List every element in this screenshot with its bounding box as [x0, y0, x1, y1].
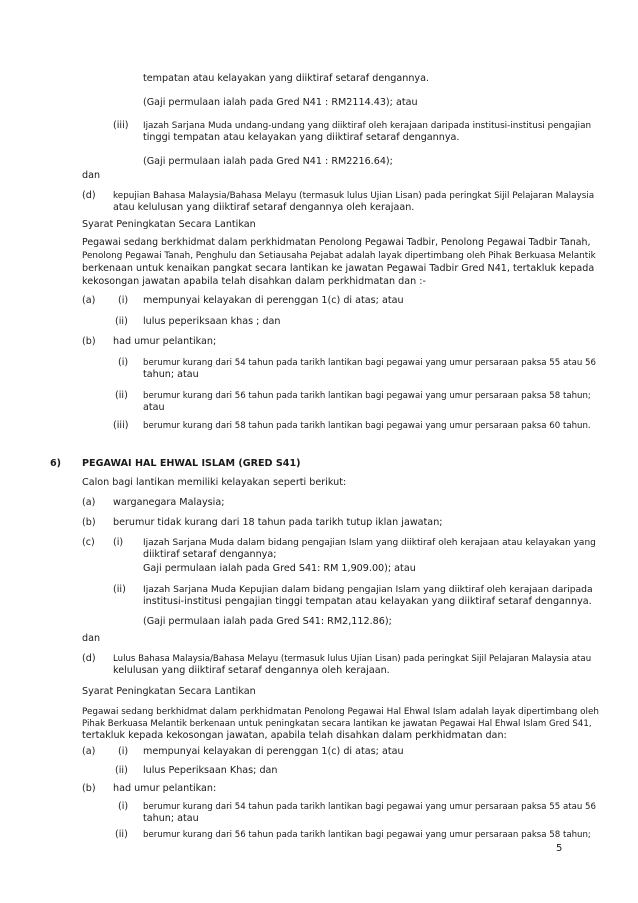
page-number: 5: [556, 843, 563, 854]
s1-b-iii-label: (iii): [113, 420, 129, 431]
syarat2-para-1: Pegawai sedang berkhidmat dalam perkhidmatan Penolong Pegawai Hal Ehwal Islam adalah layak dipertimbang oleh: [82, 707, 599, 717]
dan-2: dan: [82, 633, 101, 644]
s6-d-text-1: Lulus Bahasa Malaysia/Bahasa Melayu (termasuk lulus Ujian Lisan) pada peringkat Sijil Pelajaran Malaysia atau: [113, 654, 592, 664]
s6-d-text-2: kelulusan yang diiktiraf setaraf dengannya oleh kerajaan.: [113, 665, 390, 676]
s1-a-i-text: mempunyai kelayakan di perenggan 1(c) di atas; atau: [143, 295, 404, 306]
iii-text-1: Ijazah Sarjana Muda undang-undang yang diiktiraf oleh kerajaan daripada institusi-institusi pengajian: [143, 121, 592, 131]
syarat1-para-1: Pegawai sedang berkhidmat dalam perkhidmatan Penolong Pegawai Tadbir, Penolong Pegawai Tadbir Tanah,: [82, 237, 591, 248]
d-text-1: kepujian Bahasa Malaysia/Bahasa Melayu (termasuk lulus Ujian Lisan) pada peringkat Sijil Pelajaran Malaysia: [113, 191, 595, 201]
s1-b-i-text-2: tahun; atau: [143, 369, 199, 380]
cont-line: tempatan atau kelayakan yang diiktiraf setaraf dengannya.: [143, 73, 430, 84]
gaji-ii: (Gaji permulaan ialah pada Gred N41 : RM2114.43); atau: [143, 97, 418, 108]
s6-c-ii-text-2: institusi-institusi pengajian tinggi tempatan atau kelayakan yang diiktiraf setaraf dengannya.: [143, 596, 592, 607]
iii-label: (iii): [113, 120, 129, 131]
s1-a-ii-label: (ii): [115, 316, 128, 327]
section-number: 6): [50, 458, 62, 469]
s2-b-i-label: (i): [118, 801, 129, 812]
s1-b-ii-label: (ii): [115, 390, 128, 401]
s1-a-i-label: (i): [118, 295, 129, 306]
syarat2-para-2: Pihak Berkuasa Melantik berkenaan untuk peningkatan secara lantikan ke jawatan Pegawai Hal Ehwal Islam Gred S41,: [82, 719, 592, 729]
s6-b-label: (b): [82, 517, 96, 528]
s6-c-i-text-1: Ijazah Sarjana Muda dalam bidang pengajian Islam yang diiktiraf oleh kerajaan atau kelayakan yang: [143, 538, 596, 548]
s6-c-ii-label: (ii): [113, 584, 126, 595]
s6-c-ii-gaji: (Gaji permulaan ialah pada Gred S41: RM2,112.86);: [143, 616, 392, 627]
s1-b-ii-text-2: atau: [143, 402, 165, 413]
s1-a-ii-text: lulus peperiksaan khas ; dan: [143, 316, 281, 327]
s6-c-i-gaji: Gaji permulaan ialah pada Gred S41: RM 1,909.00); atau: [143, 563, 416, 574]
d-label: (d): [82, 190, 96, 201]
s6-b-text: berumur tidak kurang dari 18 tahun pada tarikh tutup iklan jawatan;: [113, 517, 443, 528]
syarat1-para-3: berkenaan untuk kenaikan pangkat secara lantikan ke jawatan Pegawai Tadbir Gred N41, tertakluk kepada: [82, 263, 595, 274]
s2-a-ii-label: (ii): [115, 765, 128, 776]
d-text-2: atau kelulusan yang diiktiraf setaraf dengannya oleh kerajaan.: [113, 202, 415, 213]
s1-b-i-text-1: berumur kurang dari 54 tahun pada tarikh lantikan bagi pegawai yang umur persaraan paksa 55 atau 56: [143, 358, 596, 368]
syarat1-para-2: Penolong Pegawai Tanah, Penghulu dan Setiausaha Pejabat adalah layak dipertimbang oleh Pihak Berkuasa Melantik: [82, 251, 596, 261]
s6-c-label: (c): [82, 537, 95, 548]
s1-b-i-label: (i): [118, 357, 129, 368]
s2-b-label: (b): [82, 783, 96, 794]
s6-a-label: (a): [82, 497, 96, 508]
s6-d-label: (d): [82, 653, 96, 664]
s2-b-i-text-1: berumur kurang dari 54 tahun pada tarikh lantikan bagi pegawai yang umur persaraan paksa 55 atau 56: [143, 802, 596, 812]
s1-a-label: (a): [82, 295, 96, 306]
s2-a-i-text: mempunyai kelayakan di perenggan 1(c) di atas; atau: [143, 746, 404, 757]
gaji-iii: (Gaji permulaan ialah pada Gred N41 : RM2216.64);: [143, 156, 393, 167]
s1-b-ii-text-1: berumur kurang dari 56 tahun pada tarikh lantikan bagi pegawai yang umur persaraan paksa 58 tahun;: [143, 391, 591, 401]
s6-intro: Calon bagi lantikan memiliki kelayakan seperti berikut:: [82, 477, 347, 488]
iii-text-2: tinggi tempatan atau kelayakan yang diiktiraf setaraf dengannya.: [143, 132, 460, 143]
s2-a-i-label: (i): [118, 746, 129, 757]
section-title: PEGAWAI HAL EHWAL ISLAM (GRED S41): [82, 458, 301, 469]
s6-a-text: warganegara Malaysia;: [113, 497, 225, 508]
syarat-heading-1: Syarat Peningkatan Secara Lantikan: [82, 219, 256, 230]
s2-b-ii-text: berumur kurang dari 56 tahun pada tarikh lantikan bagi pegawai yang umur persaraan paksa 58 tahun;: [143, 830, 591, 840]
s2-b-text: had umur pelantikan:: [113, 783, 217, 794]
s6-c-i-text-2: diiktiraf setaraf dengannya;: [143, 549, 277, 560]
s2-a-ii-text: lulus Peperiksaan Khas; dan: [143, 765, 278, 776]
s6-c-ii-text-1: Ijazah Sarjana Muda Kepujian dalam bidang pengajian Islam yang diiktiraf oleh kerajaan daripada: [143, 584, 593, 595]
s2-b-ii-label: (ii): [115, 829, 128, 840]
syarat1-para-4: kekosongan jawatan apabila telah disahkan dalam perkhidmatan dan :-: [82, 276, 426, 287]
s1-b-text: had umur pelantikan;: [113, 336, 217, 347]
s1-b-iii-text: berumur kurang dari 58 tahun pada tarikh lantikan bagi pegawai yang umur persaraan paksa 60 tahun.: [143, 421, 591, 431]
syarat-heading-2: Syarat Peningkatan Secara Lantikan: [82, 686, 256, 697]
s1-b-label: (b): [82, 336, 96, 347]
s6-c-i-label: (i): [113, 537, 124, 548]
s2-a-label: (a): [82, 746, 96, 757]
dan-1: dan: [82, 170, 101, 181]
syarat2-para-3: tertakluk kepada kekosongan jawatan, apabila telah disahkan dalam perkhidmatan dan:: [82, 730, 507, 741]
s2-b-i-text-2: tahun; atau: [143, 813, 199, 824]
